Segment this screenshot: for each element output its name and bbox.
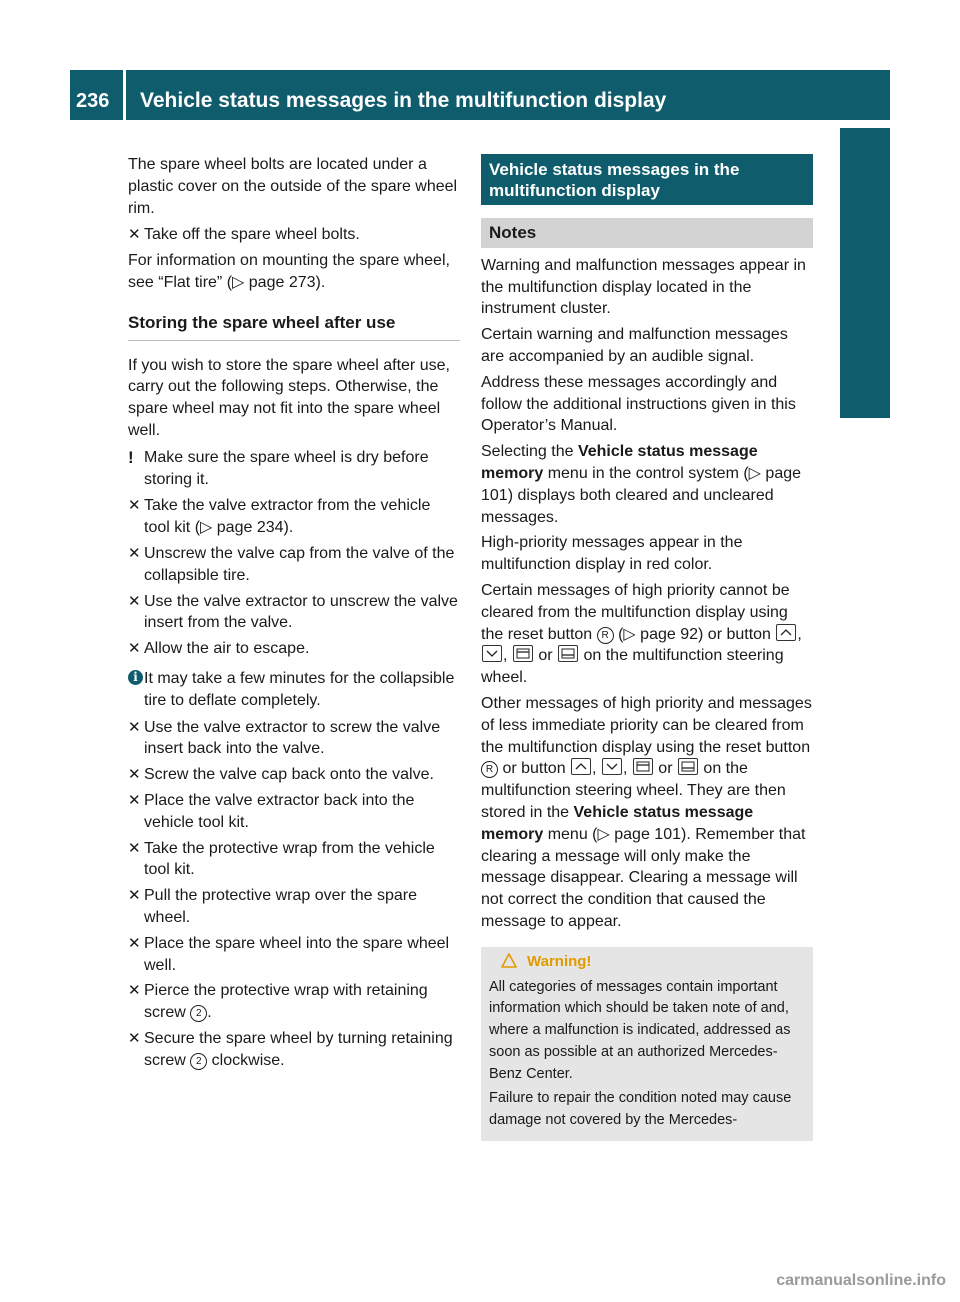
- paragraph: [481, 580, 813, 689]
- caution-note: [128, 447, 460, 491]
- separator: ,: [622, 760, 628, 778]
- paragraph: [481, 693, 813, 933]
- intro-paragraph: The spare wheel bolts are located under a plastic cover on the outside of the spare wheel rim.: [128, 156, 458, 217]
- info-note: [128, 668, 460, 712]
- phone-up-button-icon: [776, 624, 796, 641]
- step-text: Screw the valve cap back onto the valve.: [144, 766, 434, 784]
- step-text: Use the valve extractor to unscrew the valve insert from the valve.: [144, 592, 458, 632]
- page-ref-icon: ▷: [597, 825, 610, 843]
- step-item: [128, 764, 460, 786]
- phone-up-button-icon: [571, 758, 591, 775]
- info-icon: i: [128, 670, 143, 685]
- step-text: Take the valve extractor from the vehicle tool kit (: [144, 497, 431, 537]
- step-item: [128, 885, 460, 929]
- footer-watermark: carmanualsonline.info: [776, 1272, 946, 1289]
- separator: ,: [592, 760, 597, 778]
- text: Selecting the: [481, 443, 578, 461]
- step-marker-icon: ✕: [128, 1029, 141, 1047]
- text: Other messages of high priority and messages of less immediate priority can be cleared from the multifunction display using the reset button: [481, 694, 812, 756]
- text: on the multifunction steering wheel. They are then stored in the: [481, 760, 786, 821]
- screw-2-icon: 2: [190, 1005, 207, 1022]
- display-down-button-icon: [558, 645, 578, 662]
- warning-title: [489, 951, 805, 975]
- step-marker-icon: ✕: [128, 592, 141, 610]
- text: (: [613, 625, 624, 643]
- text: or button: [498, 760, 571, 778]
- separator: ,: [797, 625, 802, 643]
- step-item: [128, 543, 460, 587]
- paragraph: [481, 441, 813, 528]
- step-marker-icon: ✕: [128, 982, 141, 1000]
- separator: or: [653, 760, 677, 778]
- step-text: Take off the spare wheel bolts.: [144, 226, 360, 244]
- step-item: [128, 980, 460, 1024]
- menu-name: Vehicle status message memory: [481, 803, 754, 843]
- page-title: Vehicle status messages in the multifunction display: [140, 89, 667, 112]
- step-text: Place the spare wheel into the spare wheel well.: [144, 934, 450, 974]
- warning-paragraph: Failure to repair the condition noted may cause damage not covered by the Mercedes-: [489, 1090, 792, 1129]
- page-ref-icon: ▷: [200, 519, 213, 537]
- page-number: 236: [76, 90, 110, 112]
- step-text: Place the valve extractor back into the vehicle tool kit.: [144, 791, 415, 831]
- page-ref-icon: ▷: [623, 625, 636, 643]
- step-text: Take the protective wrap from the vehicle tool kit.: [144, 839, 435, 879]
- text: page 101). Remember that clearing a message will only make the message disappear. Clearing a message will not correct the condition that caused the message to appear.: [481, 825, 806, 930]
- mounting-paragraph: [128, 250, 460, 294]
- left-column: [128, 154, 460, 1075]
- info-text: It may take a few minutes for the collapsible tire to deflate completely.: [144, 669, 455, 709]
- paragraph: Warning and malfunction messages appear in the multifunction display located in the instrument cluster.: [481, 256, 806, 318]
- storing-intro: If you wish to store the spare wheel after use, carry out the following steps. Otherwise, the spare wheel may not fit into the spare wheel well.: [128, 356, 450, 439]
- step-item: [128, 638, 460, 660]
- step-marker-icon: ✕: [128, 544, 141, 562]
- step-text-end: .: [207, 1004, 212, 1022]
- step-marker-icon: ✕: [128, 791, 141, 809]
- separator: or: [533, 647, 558, 665]
- text: menu (: [543, 825, 598, 843]
- step-marker-icon: ✕: [128, 766, 141, 784]
- paragraph: Certain warning and malfunction messages are accompanied by an audible signal.: [481, 326, 788, 365]
- warning-triangle-icon: [501, 953, 517, 975]
- warning-title-text: Warning!: [527, 952, 592, 970]
- menu-name: Vehicle status message memory: [481, 443, 758, 482]
- notes-heading: Notes: [481, 218, 813, 248]
- phone-down-button-icon: [482, 645, 502, 662]
- text: page 92) or button: [635, 625, 776, 643]
- section-heading: Vehicle status messages in the multifunction display: [481, 154, 813, 205]
- step-marker-icon: ✕: [128, 887, 141, 905]
- display-up-button-icon: [633, 758, 653, 775]
- page-ref-icon: ▷: [748, 464, 761, 482]
- display-down-button-icon: [678, 758, 698, 775]
- step-item: [128, 933, 460, 977]
- step-text: Pull the protective wrap over the spare wheel.: [144, 887, 418, 926]
- step-text-end: clockwise.: [207, 1051, 285, 1069]
- right-column: [481, 154, 813, 1141]
- phone-down-button-icon: [602, 758, 622, 775]
- caution-text: Make sure the spare wheel is dry before storing it.: [144, 448, 429, 488]
- step-item: [128, 717, 460, 761]
- reset-button-icon: R: [597, 627, 614, 644]
- mounting-ref-text: page 273).: [244, 273, 326, 291]
- step-marker-icon: ✕: [128, 934, 141, 952]
- paragraph: Address these messages accordingly and follow the additional instructions given in this Operator’s Manual.: [481, 373, 796, 435]
- text: menu in the control system (: [543, 464, 749, 482]
- step-text: Allow the air to escape.: [144, 640, 310, 658]
- warning-paragraph: All categories of messages contain important information which should be taken note of and, where a malfunction is indicated, addressed as soon as possible at an authorized Mercedes-Benz Center.: [489, 978, 791, 1082]
- display-up-button-icon: [513, 645, 533, 662]
- step-text: Secure the spare wheel by turning retaining screw: [144, 1029, 453, 1069]
- step-text: Unscrew the valve cap from the valve of the collapsible tire.: [144, 544, 455, 584]
- step-item: [128, 790, 460, 834]
- mounting-text: For information on mounting the spare wheel, see “Flat tire” (: [128, 252, 450, 291]
- step-item: [128, 591, 460, 635]
- page-ref-icon: ▷: [232, 273, 245, 291]
- exclamation-icon: !: [128, 447, 134, 467]
- step-text: Pierce the protective wrap with retaining screw: [144, 982, 428, 1022]
- reset-button-icon: R: [481, 761, 498, 778]
- step-item: [128, 224, 460, 246]
- step-item: [128, 495, 460, 539]
- text: on the multifunction steering wheel.: [481, 647, 784, 687]
- step-marker-icon: ✕: [128, 497, 141, 515]
- text: Certain messages of high priority cannot be cleared from the multifunction display using the reset button: [481, 581, 790, 643]
- step-item: [128, 838, 460, 882]
- side-tab-label: Practical hints: [845, 250, 872, 415]
- step-item: [128, 1028, 460, 1072]
- subheading-storing: Storing the spare wheel after use: [128, 302, 460, 341]
- step-marker-icon: ✕: [128, 640, 141, 658]
- step-marker-icon: ✕: [128, 839, 141, 857]
- paragraph: High-priority messages appear in the multifunction display in red color.: [481, 534, 743, 574]
- step-ref-text: page 234).: [212, 519, 294, 537]
- step-marker-icon: ✕: [128, 226, 141, 244]
- text: page 101) displays both cleared and uncleared messages.: [481, 464, 802, 526]
- warning-box: [481, 947, 813, 1141]
- separator: ,: [503, 647, 508, 665]
- step-text: Use the valve extractor to screw the valve insert back into the valve.: [144, 718, 441, 758]
- step-marker-icon: ✕: [128, 718, 141, 736]
- screw-2-icon: 2: [190, 1053, 207, 1070]
